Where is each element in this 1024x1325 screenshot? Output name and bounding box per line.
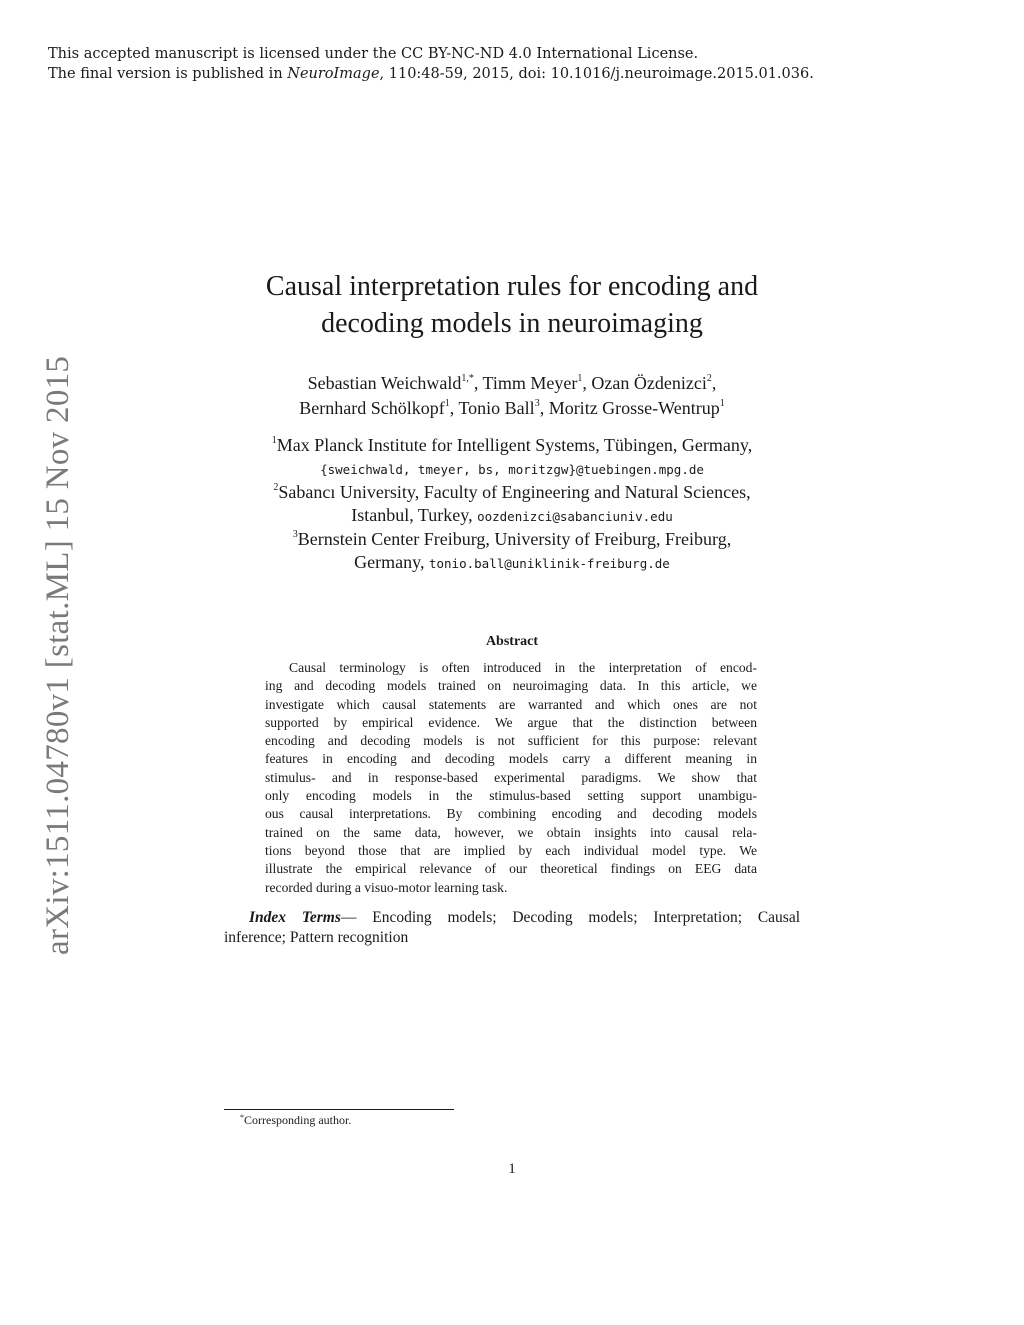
page-number: 1 [508, 1161, 516, 1177]
license-line-1: This accepted manuscript is licensed under the CC BY-NC-ND 4.0 International License. [48, 46, 699, 62]
index-terms-label: Index Terms [249, 909, 341, 926]
author-scholkopf: Bernhard Schölkopf [299, 398, 445, 418]
abstract-line: ous causal interpretations. By combining encoding and decoding models [265, 806, 757, 822]
abstract-line: investigate which causal statements are warranted and which ones are not [265, 696, 757, 712]
affiliation-1-email: {sweichwald, tmeyer, bs, moritzgw}@tuebingen.mpg.de [320, 462, 704, 477]
abstract-line: tions beyond those that are implied by each individual model type. We [265, 842, 757, 858]
arxiv-identifier-stamp: arXiv:1511.04780v1 [stat.ML] 15 Nov 2015 [40, 355, 76, 955]
affiliation-3-location: Germany, tonio.ball@uniklinik-freiburg.de [354, 552, 670, 572]
abstract-line: features in encoding and decoding models carry a different meaning in [265, 751, 757, 767]
author-grosse-wentrup: , Moritz Grosse-Wentrup [539, 398, 720, 418]
license-line-2: The final version is published in NeuroImage, 110:48-59, 2015, doi: 10.1016/j.neuroimage.2015.01.036. [48, 66, 814, 82]
author-line-2: Bernhard Schölkopf$^1$, Tonio Ball$^3$, Moritz Grosse-Wentrup$^1$ [299, 398, 725, 418]
abstract-line: supported by empirical evidence. We argue that the distinction between [265, 714, 757, 730]
abstract-line: ing and decoding models trained on neuroimaging data. In this article, we [265, 678, 757, 694]
affiliation-3: $^3$Bernstein Center Freiburg, University of Freiburg, Freiburg, [292, 529, 732, 549]
title-line-1: Causal interpretation rules for encoding and [265, 271, 759, 302]
author-ozdenizci: , Ozan Özdenizci [582, 373, 707, 393]
abstract-line: encoding and decoding models is not sufficient for this purpose: relevant [265, 733, 757, 749]
author-ball: , Tonio Ball [449, 398, 535, 418]
index-terms [224, 908, 800, 948]
abstract-line: only encoding models in the stimulus-based setting support unambigu- [265, 788, 757, 804]
abstract-line: recorded during a visuo-motor learning task. [265, 879, 508, 895]
license-notice [48, 44, 814, 84]
abstract-line: Causal terminology is often introduced in the interpretation of encod- [289, 660, 757, 675]
affiliations [140, 434, 884, 575]
abstract-text [265, 659, 757, 897]
journal-name: NeuroImage [287, 66, 380, 82]
footnote-divider [224, 1109, 454, 1110]
author-line-1: Sebastian Weichwald$^{1,*}$, Timm Meyer$^1$, Ozan Özdenizci$^2$, [307, 373, 717, 393]
abstract-line: stimulus- and in response-based experimental paradigms. We show that [265, 769, 757, 785]
title-line-2: decoding models in neuroimaging [321, 308, 703, 339]
index-terms-line-1: Index Terms— Encoding models; Decoding models; Interpretation; Causal [249, 909, 801, 926]
abstract-line: trained on the same data, however, we obtain insights into causal rela- [265, 824, 757, 840]
footnote-corresponding-author: *Corresponding author. [240, 1113, 352, 1127]
index-terms-line-2: inference; Pattern recognition [224, 929, 409, 946]
author-list [140, 371, 884, 421]
abstract-line: illustrate the empirical relevance of our theoretical findings on EEG data [265, 861, 757, 877]
author-meyer: , Timm Meyer [473, 373, 578, 393]
abstract-heading: Abstract [485, 634, 539, 649]
paper-title [140, 268, 884, 342]
affiliation-3-email: tonio.ball@uniklinik-freiburg.de [428, 556, 670, 571]
affiliation-1: $^1$Max Planck Institute for Intelligent Systems, Tübingen, Germany, [271, 435, 753, 455]
affiliation-2-location: Istanbul, Turkey, oozdenizci@sabanciuniv.edu [351, 505, 673, 525]
affiliation-2-email: oozdenizci@sabanciuniv.edu [477, 509, 673, 524]
affiliation-2: $^2$Sabancı University, Faculty of Engineering and Natural Sciences, [273, 482, 751, 502]
author-weichwald: Sebastian Weichwald [307, 373, 462, 393]
